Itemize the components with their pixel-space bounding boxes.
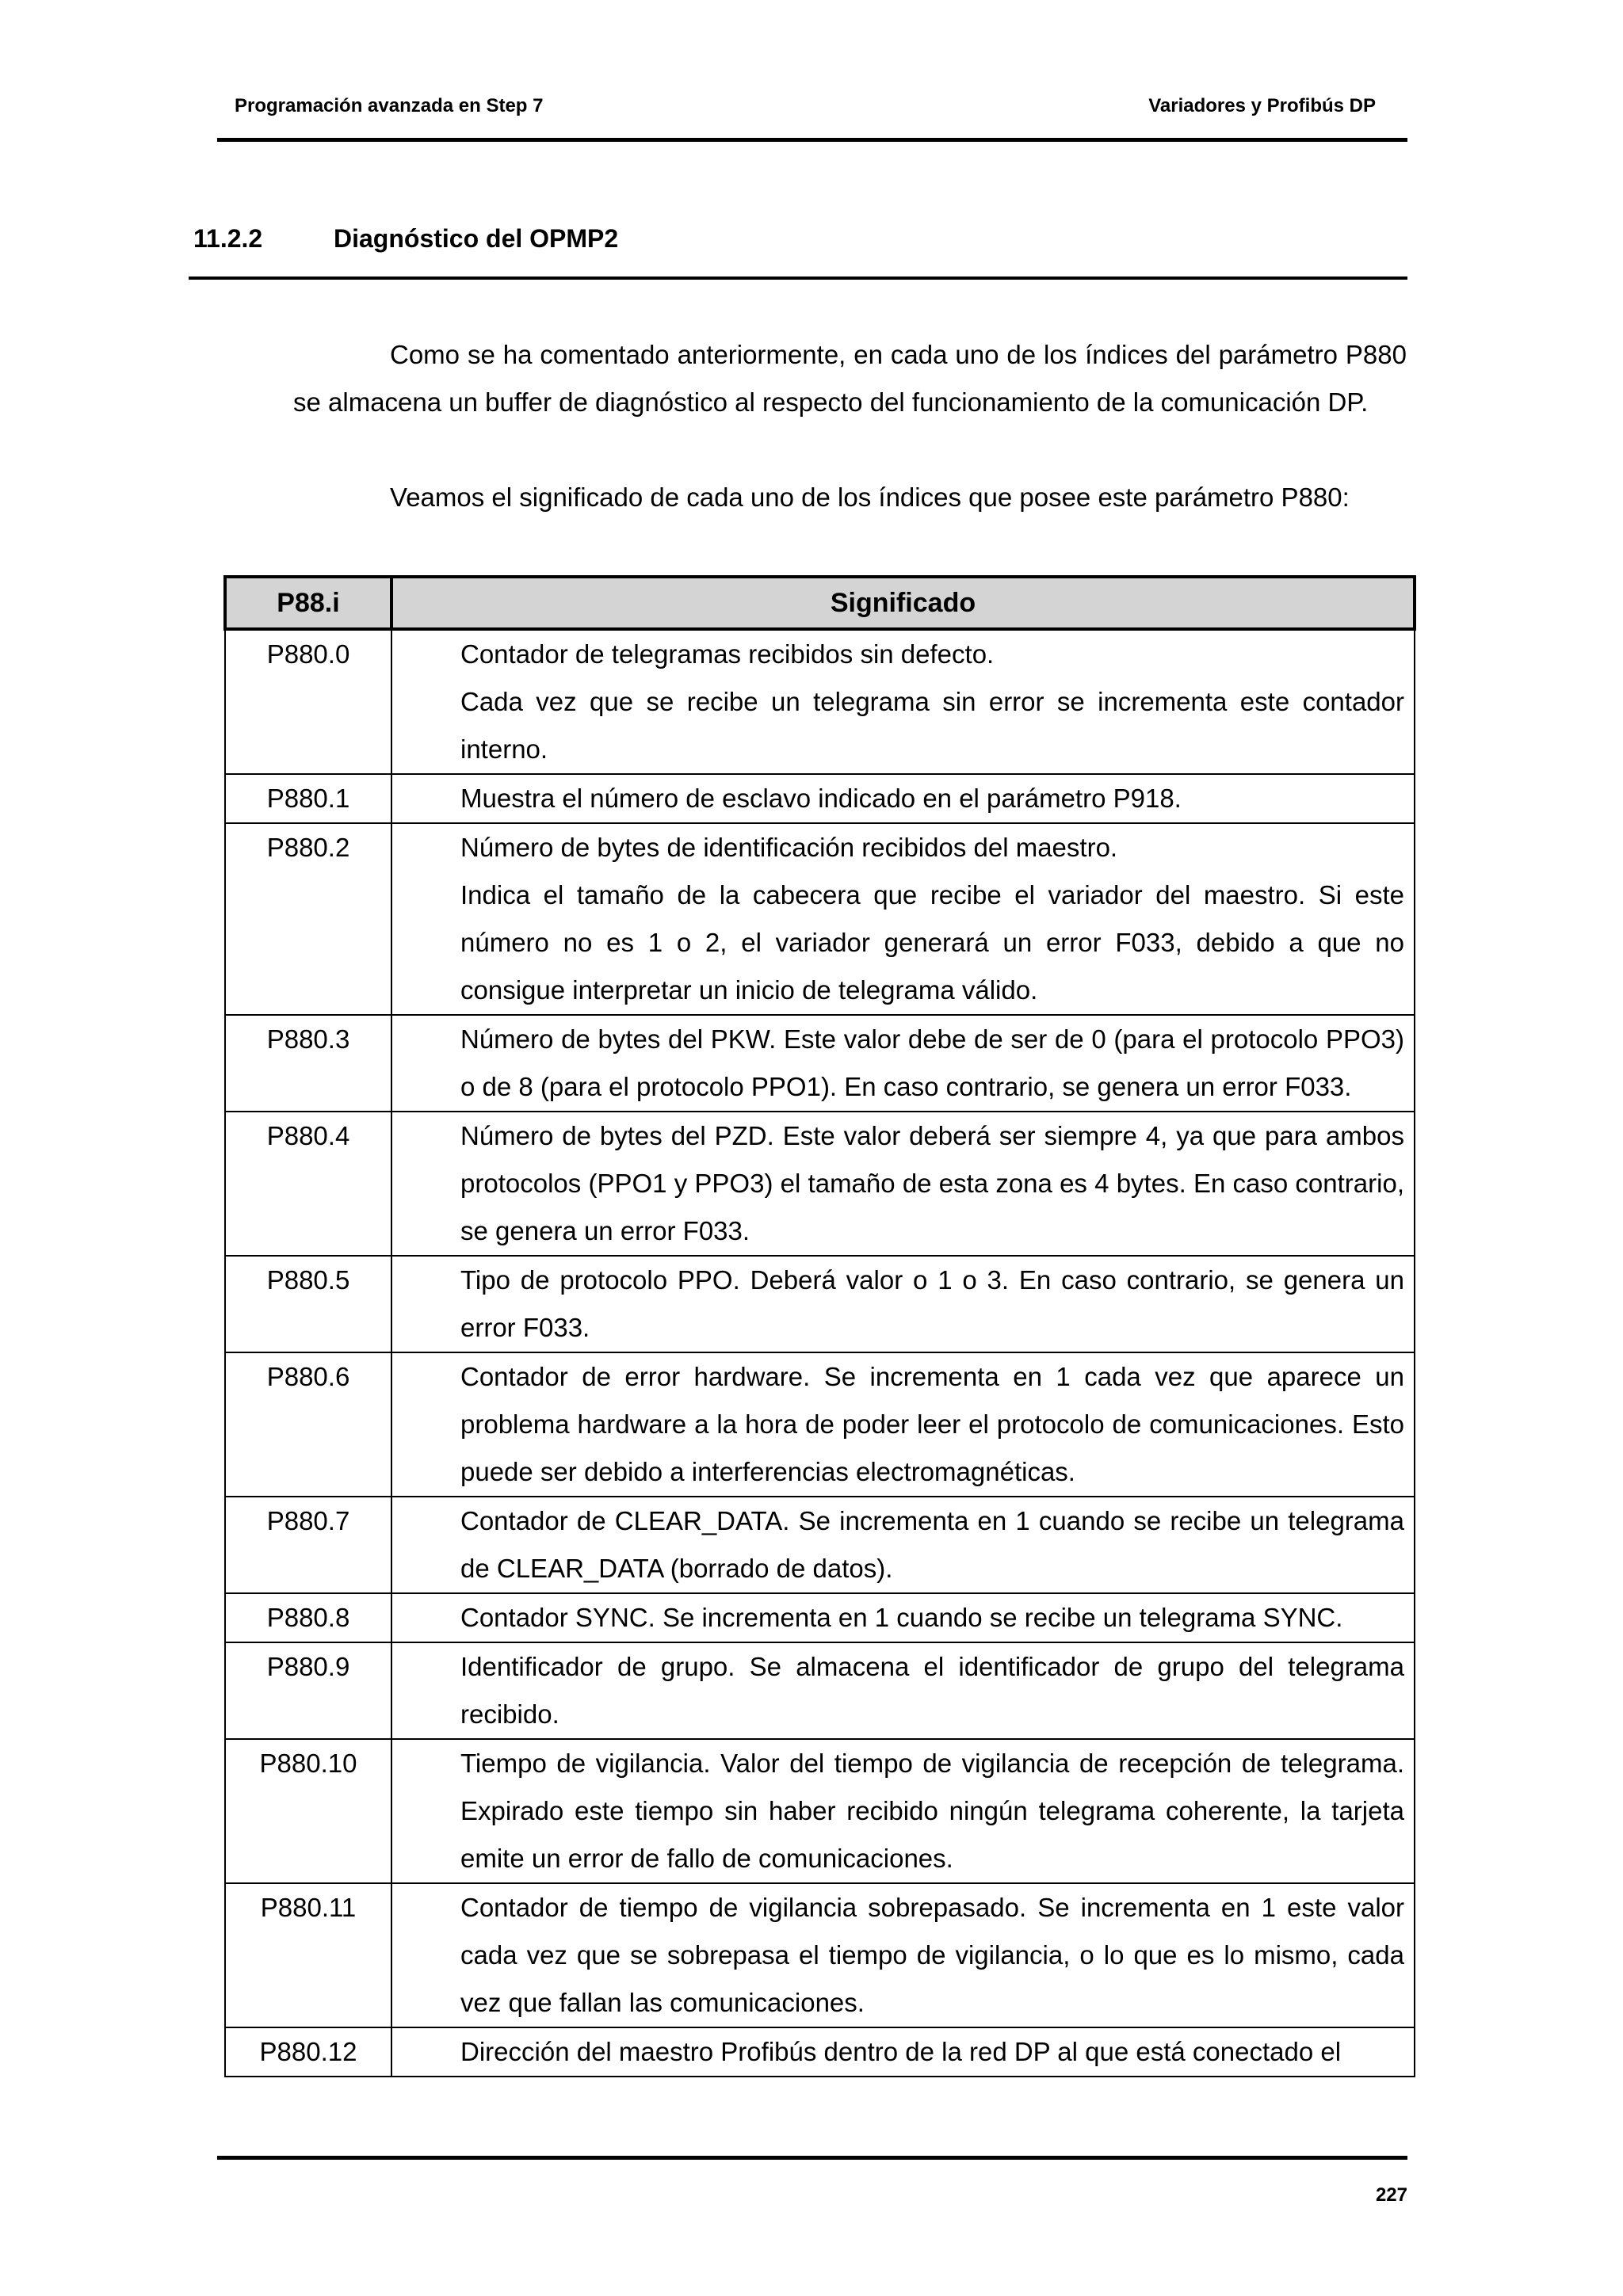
parameter-index-cell: P880.11 [225,1883,391,2027]
parameter-index-cell: P880.2 [225,823,391,1015]
running-header-right: Variadores y Profibús DP [1148,95,1376,116]
parameter-index-cell: P880.0 [225,629,391,774]
description-line: Cada vez que se recibe un telegrama sin error se incrementa este contador interno. [460,687,1404,764]
parameter-description-cell [391,1112,1415,1256]
description-line: Tiempo de vigilancia. Valor del tiempo de vigilancia de recepción de telegrama. Expirado este tiempo sin haber recibido ningún telegrama coherente, la tarjeta emite un error de fallo de comunicaciones. [460,1749,1404,1873]
table-row [225,1642,1415,1739]
parameter-index-cell: P880.3 [225,1015,391,1112]
parameter-description-cell [391,1739,1415,1883]
section-title: Diagnóstico del OPMP2 [334,224,619,253]
table-row [225,1883,1415,2027]
running-header-left: Programación avanzada en Step 7 [235,95,544,116]
parameter-description-cell [391,629,1415,774]
table-row [225,774,1415,823]
table-row [225,629,1415,774]
parameter-description-cell [391,1642,1415,1739]
parameter-index-cell: P880.7 [225,1497,391,1593]
table-body [225,629,1415,2077]
table-row [225,1352,1415,1497]
parameter-description-cell [391,2027,1415,2077]
intro-paragraph-1-text: Como se ha comentado anteriormente, en cada uno de los índices del parámetro P880 se almacena un buffer de diagnóstico al respecto del funcionamiento de la comunicación DP. [293,340,1407,417]
section-number: 11.2.2 [193,224,263,253]
table-row [225,1739,1415,1883]
parameter-table-container [223,575,1416,2077]
page-number: 227 [1375,2184,1407,2206]
column-header-index: P88.i [225,577,391,629]
intro-paragraph-1 [293,331,1407,426]
parameter-index-cell: P880.4 [225,1112,391,1256]
intro-paragraph-2 [293,474,1407,521]
footer-rule [217,2156,1407,2160]
description-line: Contador SYNC. Se incrementa en 1 cuando se recibe un telegrama SYNC. [460,1603,1343,1632]
parameter-description-cell [391,1497,1415,1593]
description-line: Número de bytes de identificación recibidos del maestro. [460,833,1118,862]
section-heading [193,224,618,254]
header-rule [217,138,1407,142]
description-line: Número de bytes del PZD. Este valor deberá ser siempre 4, ya que para ambos protocolos (PPO1 y PPO3) el tamaño de esta zona es 4 bytes. En caso contrario, se genera un error F033. [460,1121,1404,1245]
parameter-index-cell: P880.10 [225,1739,391,1883]
table-row [225,823,1415,1015]
parameter-description-cell [391,1883,1415,2027]
description-line: Contador de telegramas recibidos sin defecto. [460,639,995,669]
table-row [225,1015,1415,1112]
parameter-index-cell: P880.1 [225,774,391,823]
parameter-table [223,575,1416,2077]
parameter-index-cell: P880.9 [225,1642,391,1739]
table-row [225,1497,1415,1593]
parameter-index-cell: P880.12 [225,2027,391,2077]
section-rule [189,277,1407,280]
description-line: Número de bytes del PKW. Este valor debe de ser de 0 (para el protocolo PPO3) o de 8 (para el protocolo PPO1). En caso contrario, se genera un error F033. [460,1024,1404,1101]
table-row [225,1112,1415,1256]
table-row [225,1593,1415,1642]
running-header [235,95,1376,139]
parameter-description-cell [391,823,1415,1015]
description-line: Tipo de protocolo PPO. Deberá valor o 1 o 3. En caso contrario, se genera un error F033. [460,1265,1404,1342]
parameter-description-cell [391,1593,1415,1642]
parameter-index-cell: P880.8 [225,1593,391,1642]
column-header-meaning: Significado [391,577,1415,629]
description-line: Muestra el número de esclavo indicado en el parámetro P918. [460,784,1182,813]
parameter-description-cell [391,1015,1415,1112]
description-line: Contador de tiempo de vigilancia sobrepasado. Se incrementa en 1 este valor cada vez que se sobrepasa el tiempo de vigilancia, o lo que es lo mismo, cada vez que fallan las comunicaciones. [460,1893,1404,2017]
parameter-index-cell: P880.5 [225,1256,391,1352]
table-header-row [225,577,1415,629]
description-line: Dirección del maestro Profibús dentro de la red DP al que está conectado el [460,2037,1342,2066]
description-line: Indica el tamaño de la cabecera que recibe el variador del maestro. Si este número no es 1 o 2, el variador generará un error F033, debido a que no consigue interpretar un inicio de telegrama válido. [460,880,1404,1005]
intro-paragraph-2-text: Veamos el significado de cada uno de los índices que posee este parámetro P880: [390,482,1350,512]
parameter-description-cell [391,774,1415,823]
table-row [225,1256,1415,1352]
description-line: Contador de error hardware. Se incrementa en 1 cada vez que aparece un problema hardware a la hora de poder leer el protocolo de comunicaciones. Esto puede ser debido a interferencias electromagnéticas. [460,1362,1404,1486]
description-line: Contador de CLEAR_DATA. Se incrementa en 1 cuando se recibe un telegrama de CLEAR_DATA (borrado de datos). [460,1506,1404,1583]
parameter-index-cell: P880.6 [225,1352,391,1497]
parameter-description-cell [391,1256,1415,1352]
parameter-description-cell [391,1352,1415,1497]
table-row [225,2027,1415,2077]
description-line: Identificador de grupo. Se almacena el identificador de grupo del telegrama recibido. [460,1652,1404,1729]
